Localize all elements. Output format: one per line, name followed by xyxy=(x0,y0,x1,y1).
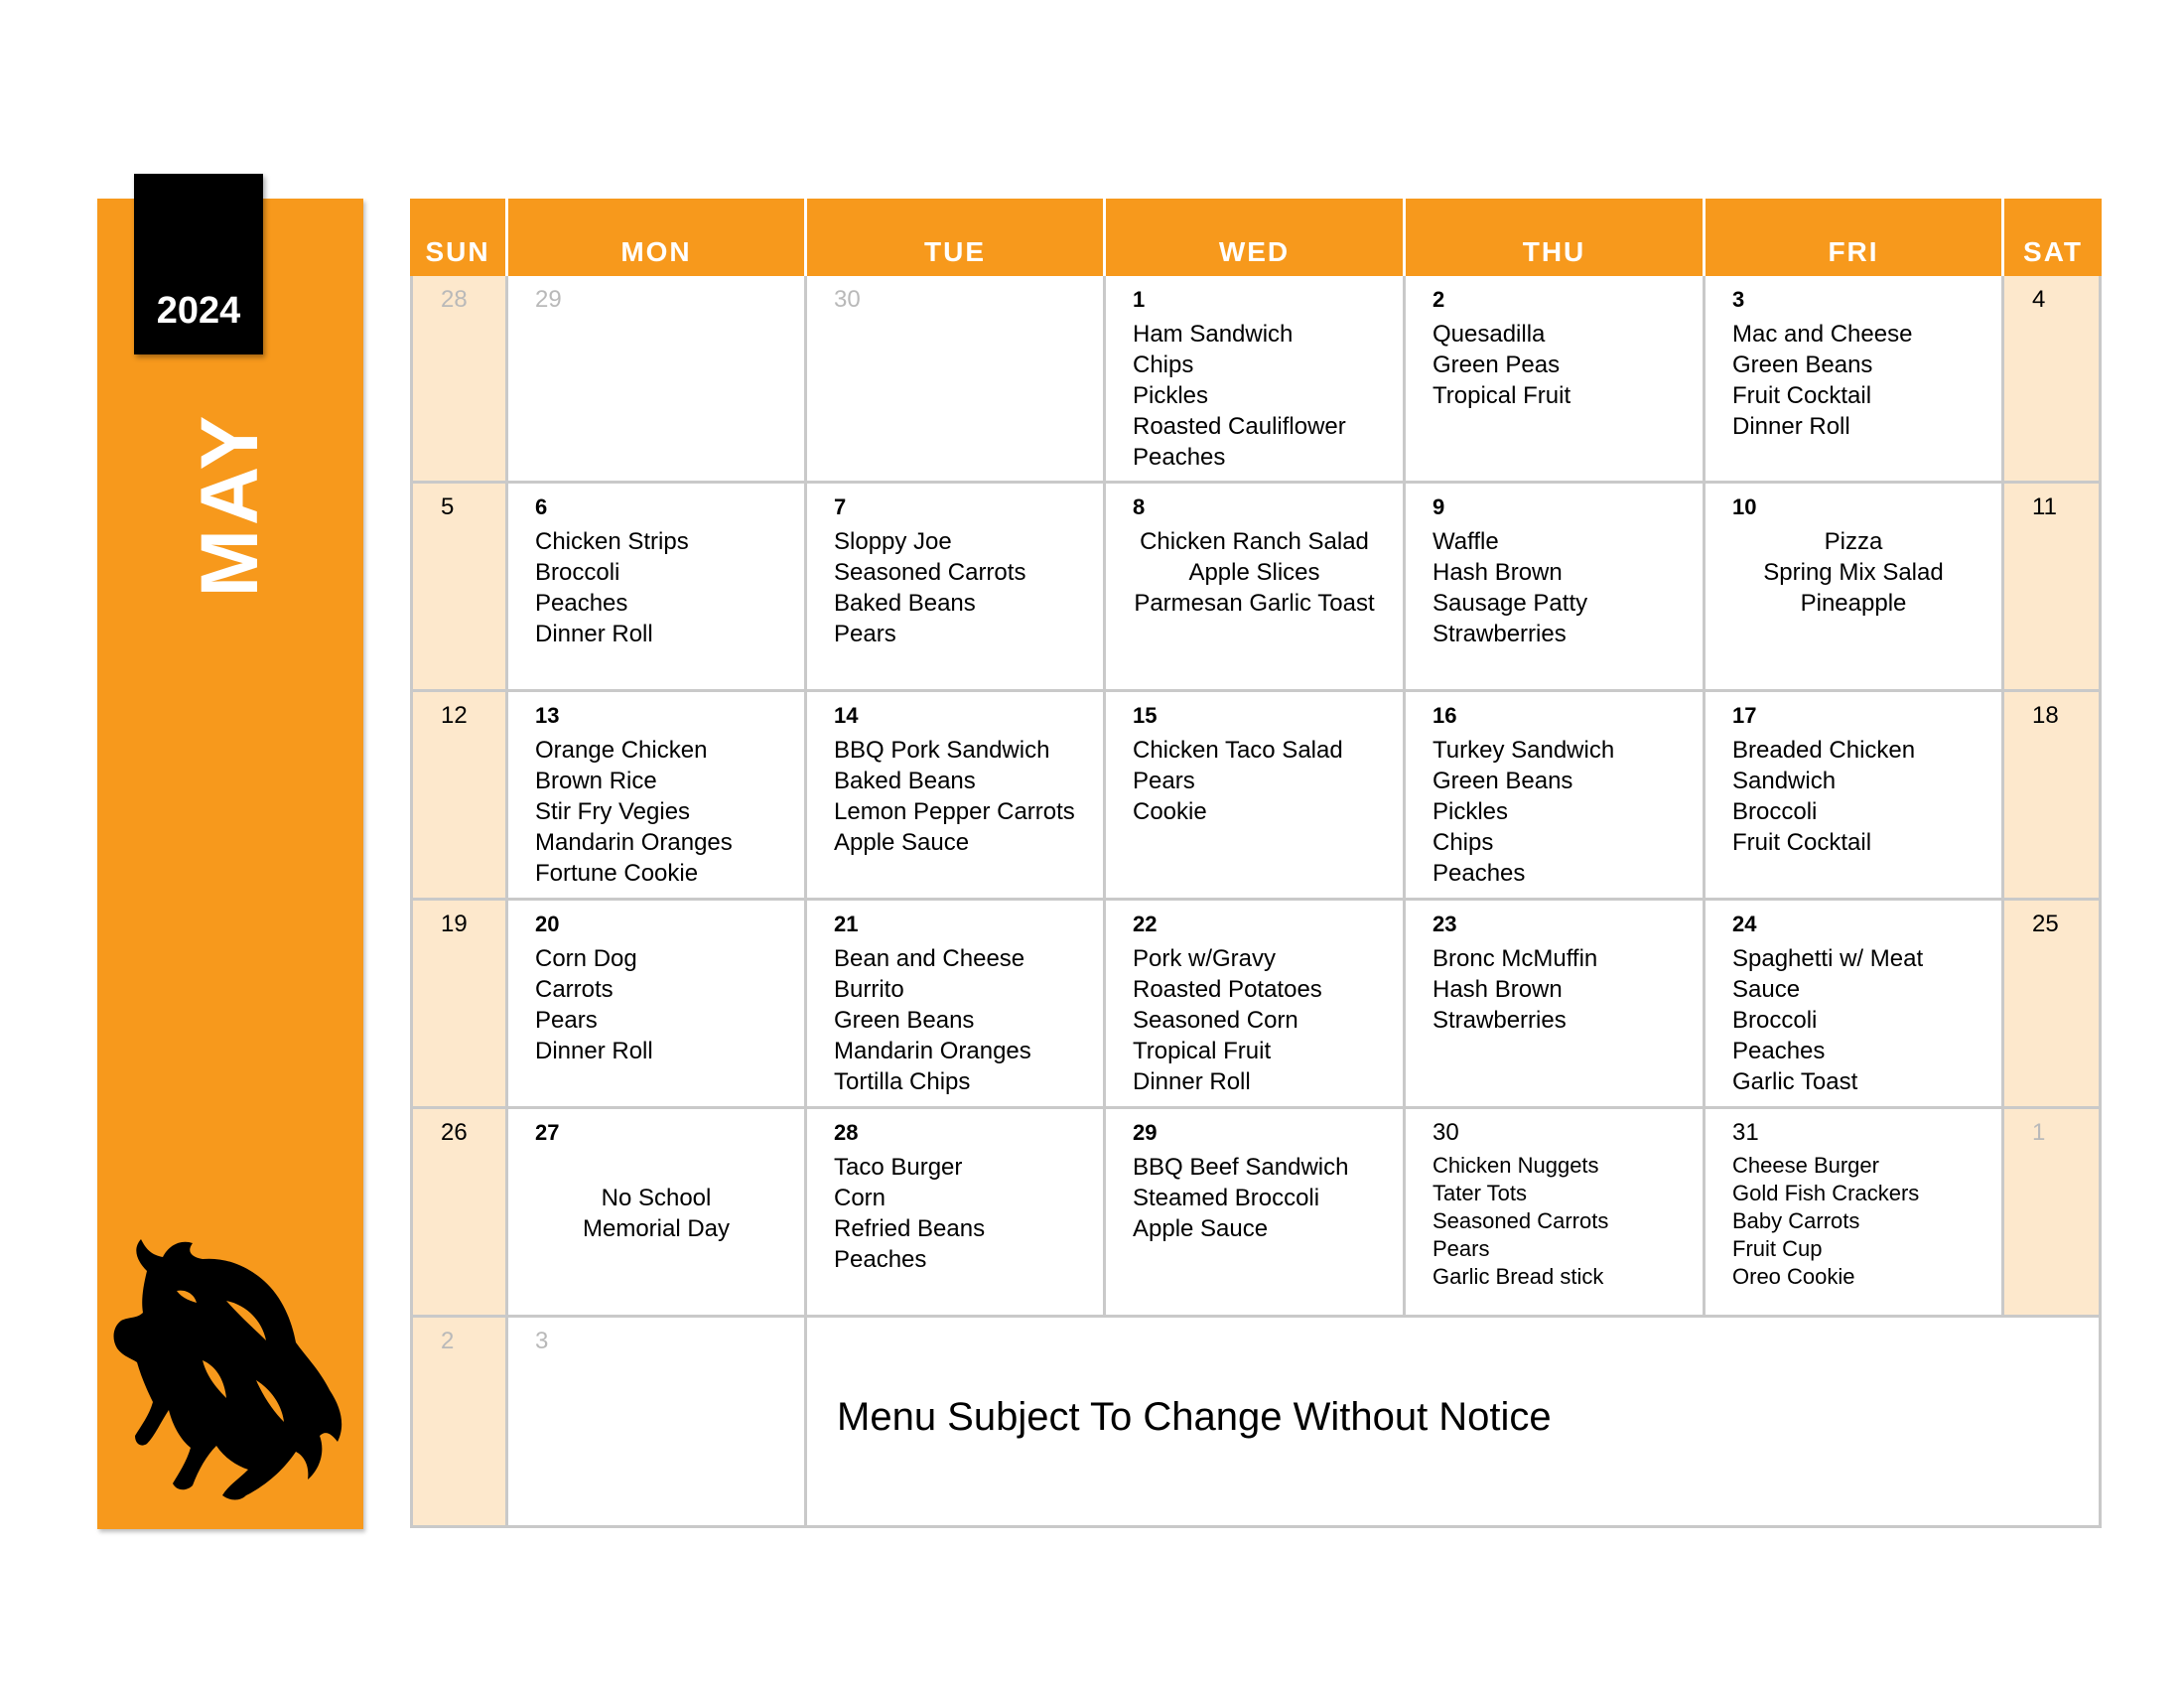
day-number: 3 xyxy=(1732,287,1745,312)
day-number: 29 xyxy=(1133,1120,1158,1145)
menu-item: Garlic Bread stick xyxy=(1433,1264,1604,1289)
menu-item: Dinner Roll xyxy=(1133,1068,1251,1095)
day-cell xyxy=(1406,901,1706,1109)
menu-item: Bronc McMuffin xyxy=(1433,945,1598,972)
day-cell xyxy=(1106,276,1406,484)
day-number: 23 xyxy=(1433,912,1457,936)
day-cell xyxy=(1406,484,1706,692)
menu-item: Chicken Taco Salad xyxy=(1133,737,1343,764)
day-number: 4 xyxy=(2032,286,2046,313)
menu-item: Sauce xyxy=(1732,976,1801,1003)
menu-item: Chips xyxy=(1433,829,1494,856)
day-number: 14 xyxy=(834,703,859,728)
menu-item: Peaches xyxy=(1732,1038,1826,1064)
menu-item: Pears xyxy=(1433,1236,1490,1261)
menu-item: Green Beans xyxy=(834,1007,975,1034)
year-badge xyxy=(134,174,263,354)
day-number: 3 xyxy=(535,1328,549,1354)
menu-item: Hash Brown xyxy=(1433,559,1563,586)
menu-item: Refried Beans xyxy=(834,1215,986,1242)
day-cell xyxy=(807,484,1106,692)
day-cell xyxy=(1706,692,2004,901)
menu-item: Fortune Cookie xyxy=(535,860,699,887)
menu-item: Tropical Fruit xyxy=(1133,1038,1272,1064)
menu-item: Cookie xyxy=(1133,798,1207,825)
menu-item: Tropical Fruit xyxy=(1433,382,1571,409)
menu-item: Carrots xyxy=(535,976,614,1003)
menu-item: Sloppy Joe xyxy=(834,528,952,555)
day-number: 28 xyxy=(441,286,468,313)
day-number: 19 xyxy=(441,911,468,937)
menu-item: Steamed Broccoli xyxy=(1133,1185,1320,1211)
menu-item: Green Peas xyxy=(1433,352,1561,378)
weekday-header-sun: SUN xyxy=(410,199,508,276)
menu-item: Apple Slices xyxy=(1188,559,1320,586)
menu-item: Fruit Cocktail xyxy=(1732,829,1872,856)
menu-item: Quesadilla xyxy=(1433,321,1546,348)
menu-item: Green Beans xyxy=(1433,768,1573,794)
menu-item: Seasoned Carrots xyxy=(1433,1208,1609,1233)
menu-item: Hash Brown xyxy=(1433,976,1563,1003)
menu-item: Stir Fry Vegies xyxy=(535,798,691,825)
day-cell xyxy=(410,484,508,692)
day-cell xyxy=(1706,484,2004,692)
day-number: 15 xyxy=(1133,703,1158,728)
menu-item: Spring Mix Salad xyxy=(1763,559,1944,586)
day-number: 28 xyxy=(834,1120,859,1145)
day-number: 30 xyxy=(834,286,861,313)
menu-item: Bean and Cheese xyxy=(834,945,1025,972)
menu-item: Baked Beans xyxy=(834,590,976,617)
day-cell xyxy=(1106,1109,1406,1318)
day-cell xyxy=(1706,901,2004,1109)
menu-item: Pickles xyxy=(1133,382,1209,409)
day-number: 16 xyxy=(1433,703,1457,728)
menu-item: Fruit Cup xyxy=(1732,1236,1823,1261)
day-cell xyxy=(1706,276,2004,484)
menu-item: Peaches xyxy=(834,1246,927,1273)
menu-item: Pears xyxy=(1133,768,1195,794)
day-cell xyxy=(807,276,1106,484)
day-number: 1 xyxy=(1133,287,1146,312)
day-cell xyxy=(410,1318,508,1528)
menu-item: Pears xyxy=(834,621,896,647)
day-cell xyxy=(1406,1109,1706,1318)
menu-item: Seasoned Carrots xyxy=(834,559,1026,586)
menu-item: Fruit Cocktail xyxy=(1732,382,1872,409)
day-number: 8 xyxy=(1133,494,1146,519)
day-number: 2 xyxy=(1433,287,1445,312)
year-label: 2024 xyxy=(156,290,241,332)
menu-notice: Menu Subject To Change Without Notice xyxy=(837,1395,1552,1439)
menu-item: Dinner Roll xyxy=(1732,413,1850,440)
menu-item: Peaches xyxy=(535,590,628,617)
day-number: 10 xyxy=(1732,494,1757,519)
menu-item xyxy=(535,1152,804,1183)
menu-item: Apple Sauce xyxy=(834,829,970,856)
day-cell xyxy=(410,692,508,901)
day-cell xyxy=(2004,276,2102,484)
menu-item: No School xyxy=(601,1185,712,1211)
day-cell xyxy=(807,692,1106,901)
weekday-header-tue: TUE xyxy=(807,199,1106,276)
weekday-header-mon: MON xyxy=(508,199,807,276)
menu-item: Orange Chicken xyxy=(535,737,708,764)
menu-item: Tortilla Chips xyxy=(834,1068,971,1095)
day-cell xyxy=(508,276,807,484)
day-cell xyxy=(2004,484,2102,692)
menu-item: Burrito xyxy=(834,976,904,1003)
menu-item: Cheese Burger xyxy=(1732,1153,1879,1178)
menu-item: Mac and Cheese xyxy=(1732,321,1913,348)
day-number: 25 xyxy=(2032,911,2059,937)
weekday-header-fri: FRI xyxy=(1706,199,2004,276)
menu-item: Pears xyxy=(535,1007,598,1034)
menu-item: Taco Burger xyxy=(834,1154,963,1181)
menu-item: Apple Sauce xyxy=(1133,1215,1269,1242)
menu-item: Breaded Chicken xyxy=(1732,737,1916,764)
day-number: 21 xyxy=(834,912,859,936)
day-cell xyxy=(807,901,1106,1109)
menu-item: Green Beans xyxy=(1732,352,1873,378)
menu-item: Chips xyxy=(1133,352,1194,378)
menu-item: Ham Sandwich xyxy=(1133,321,1294,348)
day-number: 12 xyxy=(441,702,468,729)
menu-item: Brown Rice xyxy=(535,768,657,794)
menu-item: Strawberries xyxy=(1433,1007,1567,1034)
menu-item: BBQ Pork Sandwich xyxy=(834,737,1050,764)
weekday-header-wed: WED xyxy=(1106,199,1406,276)
menu-item: Mandarin Oranges xyxy=(535,829,733,856)
menu-item: Baby Carrots xyxy=(1732,1208,1860,1233)
day-cell xyxy=(1406,276,1706,484)
menu-item: Mandarin Oranges xyxy=(834,1038,1031,1064)
day-cell xyxy=(1406,692,1706,901)
day-cell xyxy=(508,1109,807,1318)
menu-item: Sandwich xyxy=(1732,768,1837,794)
day-number: 17 xyxy=(1732,703,1757,728)
menu-item: Peaches xyxy=(1133,444,1226,471)
day-number: 20 xyxy=(535,912,560,936)
menu-item: Chicken Ranch Salad xyxy=(1140,528,1369,555)
day-cell xyxy=(508,484,807,692)
menu-item: Baked Beans xyxy=(834,768,976,794)
menu-item: Gold Fish Crackers xyxy=(1732,1181,1920,1205)
menu-item: Chicken Nuggets xyxy=(1433,1153,1599,1178)
menu-item: Corn xyxy=(834,1185,887,1211)
day-number: 11 xyxy=(2032,493,2057,520)
menu-item: Parmesan Garlic Toast xyxy=(1134,590,1375,617)
day-number: 27 xyxy=(535,1120,560,1145)
menu-item: Turkey Sandwich xyxy=(1433,737,1615,764)
menu-item: Memorial Day xyxy=(582,1215,731,1242)
menu-item: Strawberries xyxy=(1433,621,1567,647)
menu-item: Roasted Cauliflower xyxy=(1133,413,1346,440)
menu-item: Pineapple xyxy=(1800,590,1907,617)
menu-item: Waffle xyxy=(1433,528,1499,555)
day-number: 24 xyxy=(1732,912,1757,936)
day-number: 22 xyxy=(1133,912,1158,936)
day-cell xyxy=(508,901,807,1109)
day-cell xyxy=(508,1318,807,1528)
day-cell xyxy=(508,692,807,901)
menu-item: Sausage Patty xyxy=(1433,590,1588,617)
menu-item: Spaghetti w/ Meat xyxy=(1732,945,1924,972)
day-cell xyxy=(2004,901,2102,1109)
menu-item: BBQ Beef Sandwich xyxy=(1133,1154,1349,1181)
day-number: 26 xyxy=(441,1119,468,1146)
bronco-horse-icon xyxy=(107,1231,351,1505)
menu-item: Pickles xyxy=(1433,798,1509,825)
day-cell xyxy=(410,1109,508,1318)
menu-item: Garlic Toast xyxy=(1732,1068,1858,1095)
day-number: 2 xyxy=(441,1328,455,1354)
day-cell xyxy=(1106,692,1406,901)
day-number: 9 xyxy=(1433,494,1445,519)
menu-item: Tater Tots xyxy=(1433,1181,1527,1205)
day-number: 7 xyxy=(834,494,847,519)
day-number: 5 xyxy=(441,493,455,520)
menu-item: Oreo Cookie xyxy=(1732,1264,1855,1289)
day-number: 13 xyxy=(535,703,560,728)
menu-item: Roasted Potatoes xyxy=(1133,976,1322,1003)
day-cell xyxy=(807,1109,1106,1318)
menu-item: Corn Dog xyxy=(535,945,637,972)
day-cell xyxy=(2004,692,2102,901)
day-cell xyxy=(1106,901,1406,1109)
day-number: 18 xyxy=(2032,702,2059,729)
day-cell xyxy=(410,901,508,1109)
menu-item: Broccoli xyxy=(1732,798,1818,825)
weekday-header-thu: THU xyxy=(1406,199,1706,276)
menu-item: Seasoned Corn xyxy=(1133,1007,1298,1034)
day-cell xyxy=(1106,484,1406,692)
menu-item: Lemon Pepper Carrots xyxy=(834,798,1075,825)
day-number: 1 xyxy=(2032,1119,2046,1146)
day-cell xyxy=(410,276,508,484)
menu-item: Dinner Roll xyxy=(535,621,653,647)
menu-item: Peaches xyxy=(1433,860,1526,887)
month-label: MAY xyxy=(185,411,275,598)
menu-item: Chicken Strips xyxy=(535,528,689,555)
day-cell xyxy=(1706,1109,2004,1318)
day-number: 31 xyxy=(1732,1119,1759,1146)
lunch-calendar xyxy=(410,199,2102,1528)
weekday-header-sat: SAT xyxy=(2004,199,2102,276)
day-number: 6 xyxy=(535,494,548,519)
menu-item: Broccoli xyxy=(535,559,620,586)
day-number: 30 xyxy=(1433,1119,1459,1146)
menu-item: Pork w/Gravy xyxy=(1133,945,1277,972)
menu-item: Dinner Roll xyxy=(535,1038,653,1064)
day-number: 29 xyxy=(535,286,562,313)
day-cell xyxy=(2004,1109,2102,1318)
menu-item: Broccoli xyxy=(1732,1007,1818,1034)
menu-item: Pizza xyxy=(1824,528,1883,555)
